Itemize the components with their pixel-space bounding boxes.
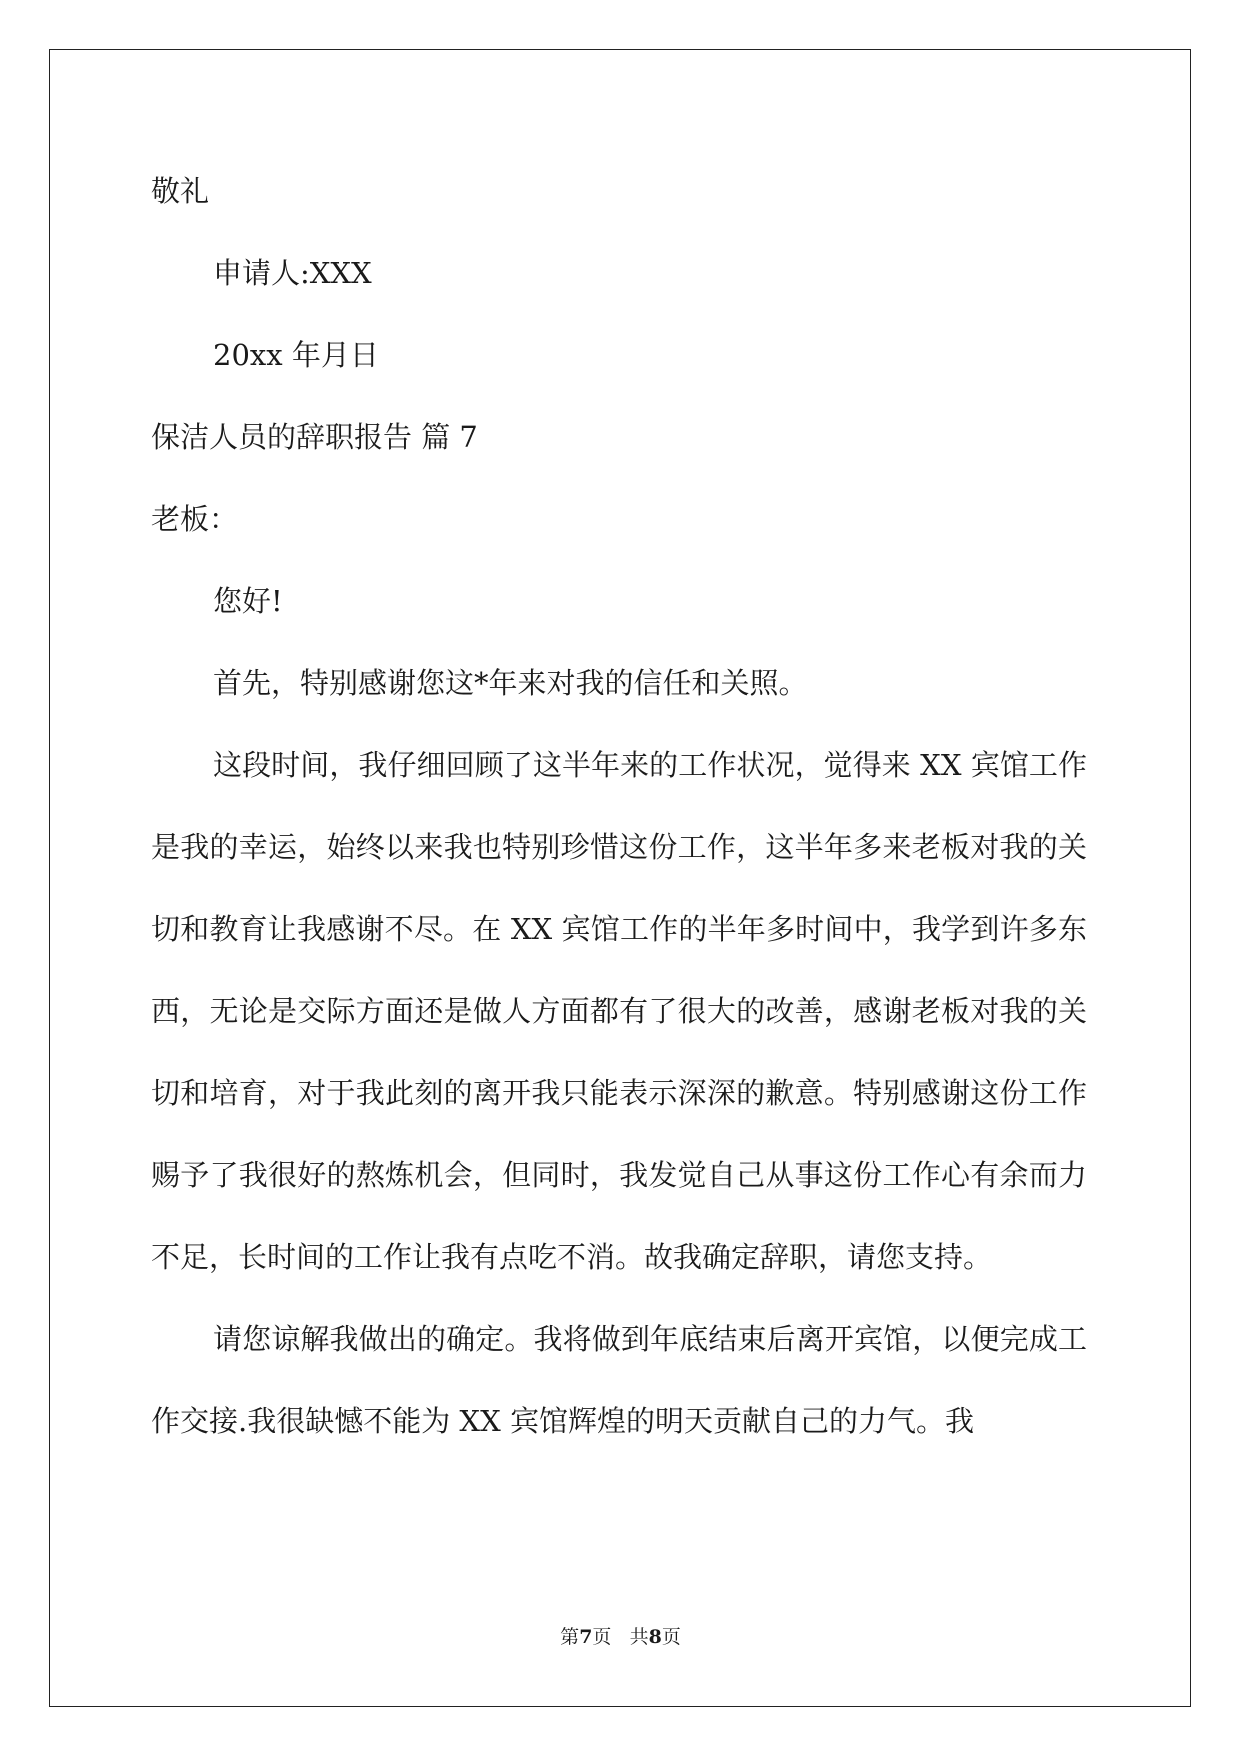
salutation: 老板： xyxy=(151,502,239,536)
document-body xyxy=(151,150,1087,1462)
paragraph-3: 请您谅解我做出的确定。我将做到年底结束后离开宾馆，以便完成工作交接.我很缺憾不能为 XX 宾馆辉煌的明天贡献自己的力气。我 xyxy=(151,1322,1087,1438)
paragraph-1: 首先，特别感谢您这*年来对我的信任和关照。 xyxy=(213,666,808,700)
closing-text: 敬礼 xyxy=(151,174,210,208)
section-title: 保洁人员的辞职报告 篇 7 xyxy=(151,420,478,454)
applicant-line: 申请人:XXX xyxy=(213,256,372,290)
page-footer xyxy=(0,1622,1241,1649)
date-line: 20xx 年月日 xyxy=(213,338,379,372)
total-pages: 8 xyxy=(648,1626,662,1648)
total-prefix: 共 xyxy=(629,1626,649,1648)
greeting: 您好! xyxy=(213,584,283,618)
page-suffix: 页 xyxy=(592,1626,612,1648)
total-suffix: 页 xyxy=(661,1626,681,1648)
paragraph-2: 这段时间，我仔细回顾了这半年来的工作状况，觉得来 XX 宾馆工作是我的幸运，始终以来我也特别珍惜这份工作，这半年多来老板对我的关切和教育让我感谢不尽。在 XX 宾馆工作的半年多时间中，我学到许多东西，无论是交际方面还是做人方面都有了很大的改善，感谢老板对我的关切和培育，对于我此刻的离开我只能表示深深的歉意。特别感谢这份工作赐予了我很好的熬炼机会，但同时，我发觉自己从事这份工作心有余而力不足，长时间的工作让我有点吃不消。故我确定辞职，请您支持。 xyxy=(151,748,1087,1274)
page-number: 7 xyxy=(579,1626,593,1648)
page-prefix: 第 xyxy=(560,1626,580,1648)
